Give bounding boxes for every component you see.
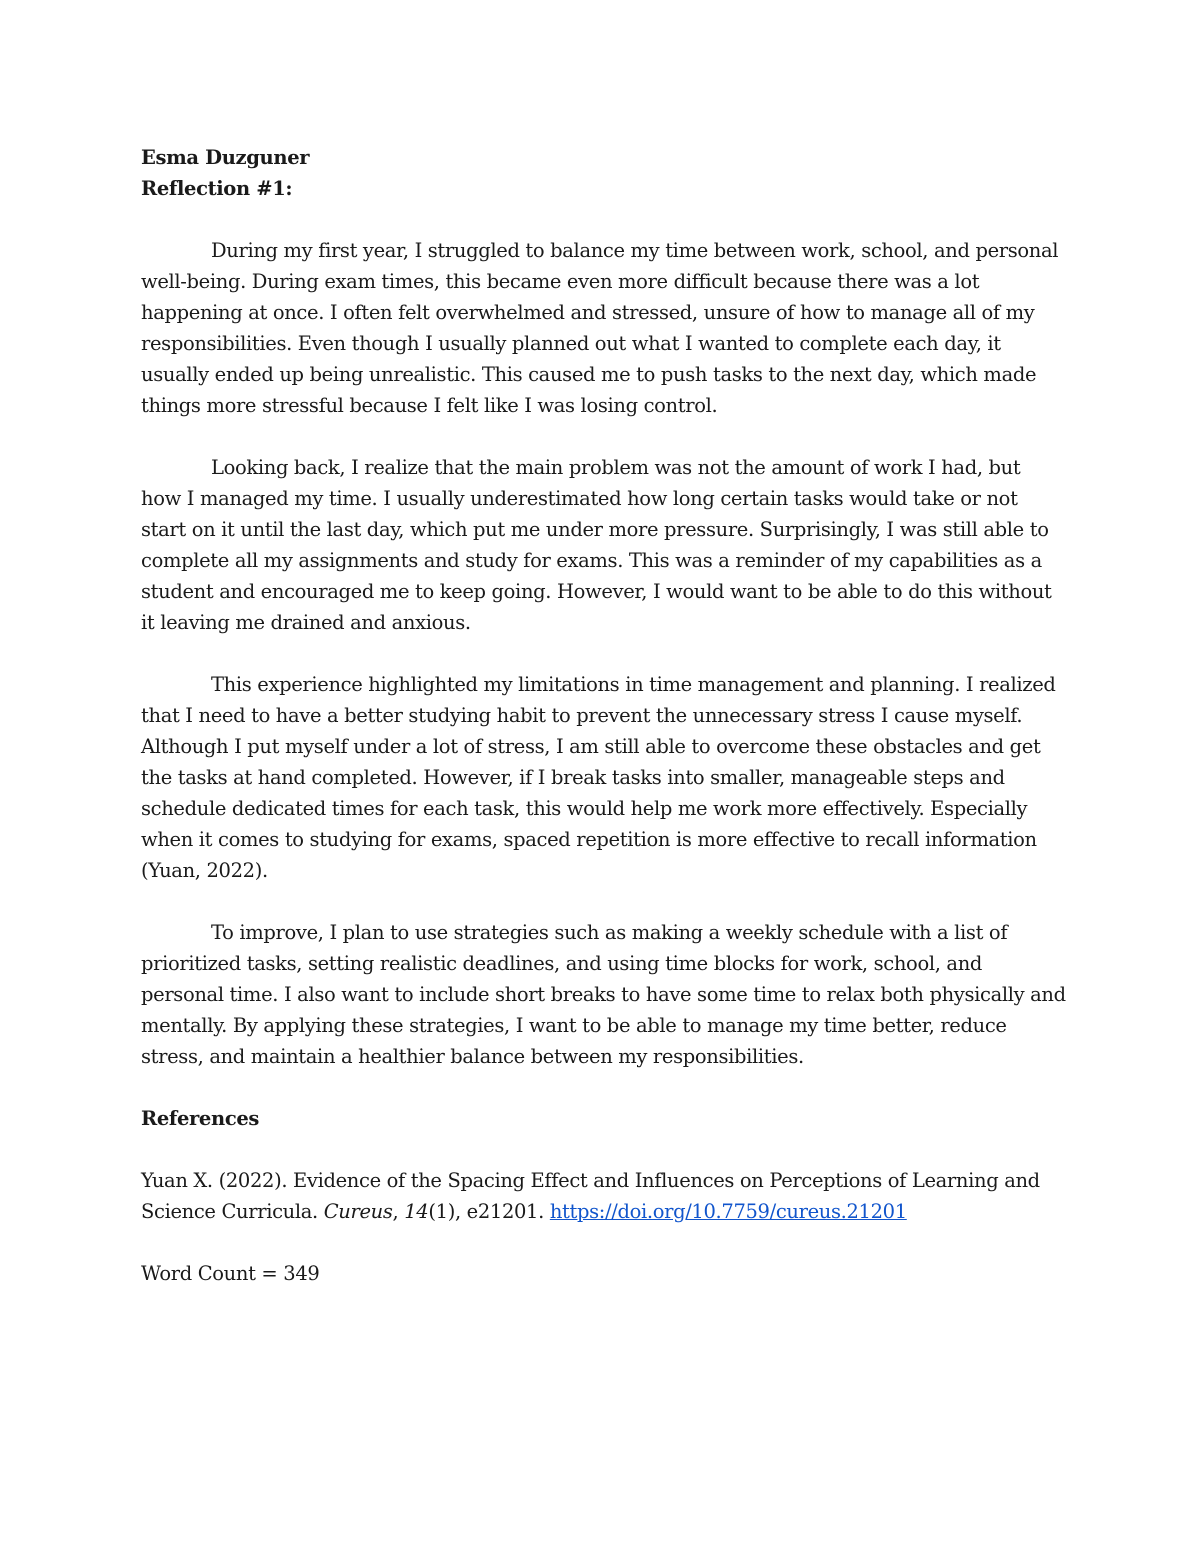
- spacer: [141, 421, 1066, 452]
- body-paragraph-2: Looking back, I realize that the main problem was not the amount of work I had, but how I managed my time. I usually underestimated how long certain tasks would take or not start on it until the last day, which put me under more pressure. Surprisingly, I was still able to complete all my assignments and study for exams. This was a reminder of my capabilities as a student and encouraged me to keep going. However, I would want to be able to do this without it leaving me drained and anxious.: [141, 456, 1052, 634]
- author-name: Esma Duzguner: [141, 146, 310, 169]
- reference-text: Yuan X. (2022). Evidence of the Spacing Effect and Influences on Perceptions of Learning and Science Curricula.: [141, 1169, 1040, 1223]
- spacer: [141, 886, 1066, 917]
- references-heading: References: [141, 1107, 260, 1130]
- word-count: Word Count = 349: [141, 1262, 320, 1285]
- reference-separator: ,: [392, 1200, 405, 1223]
- reference-journal: Cureus: [323, 1200, 393, 1223]
- spacer: [141, 204, 1066, 235]
- spacer: [141, 638, 1066, 669]
- body-paragraph-3: This experience highlighted my limitations in time management and planning. I realized that I need to have a better studying habit to prevent the unnecessary stress I cause myself. Although I put myself under a lot of stress, I am still able to overcome these obstacles and get the tasks at hand completed. However, if I break tasks into smaller, manageable steps and schedule dedicated times for each task, this would help me work more effectively. Especially when it comes to studying for exams, spaced repetition is more effective to recall information (Yuan, 2022).: [141, 673, 1056, 882]
- spacer: [141, 1134, 1066, 1165]
- reference-volume: 14: [404, 1200, 429, 1223]
- reference-issue-pages: (1), e21201.: [428, 1200, 550, 1223]
- spacer: [141, 1072, 1066, 1103]
- body-paragraph-4: To improve, I plan to use strategies such as making a weekly schedule with a list of prioritized tasks, setting realistic deadlines, and using time blocks for work, school, and personal time. I also want to include short breaks to have some time to relax both physically and mentally. By applying these strategies, I want to be able to manage my time better, reduce stress, and maintain a healthier balance between my responsibilities.: [141, 921, 1066, 1068]
- reference-entry: [141, 1165, 1066, 1227]
- reflection-title: Reflection #1:: [141, 177, 293, 200]
- body-paragraph-1: During my first year, I struggled to balance my time between work, school, and personal well-being. During exam times, this became even more difficult because there was a lot happening at once. I often felt overwhelmed and stressed, unsure of how to manage all of my responsibilities. Even though I usually planned out what I wanted to complete each day, it usually ended up being unrealistic. This caused me to push tasks to the next day, which made things more stressful because I felt like I was losing control.: [141, 239, 1059, 417]
- reference-doi-link[interactable]: https://doi.org/10.7759/cureus.21201: [549, 1200, 907, 1223]
- document-page: [141, 142, 1066, 1289]
- spacer: [141, 1227, 1066, 1258]
